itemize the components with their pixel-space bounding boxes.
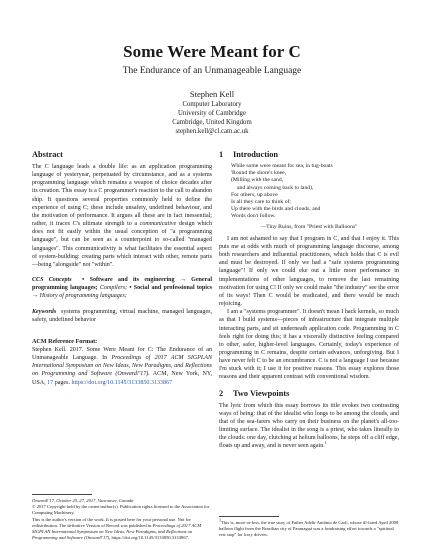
ccs-label: CCS Concepts	[32, 277, 72, 284]
footnote-rule	[219, 516, 279, 517]
footnote-number: 1	[219, 517, 221, 523]
footnote-marker[interactable]: 1	[324, 440, 327, 446]
acm-ref-part: pages.	[54, 379, 70, 386]
affiliation-line: Computer Laboratory	[182, 101, 242, 108]
keywords-text: systems programming, virtual machine, managed languages, safety, undefined behavior	[32, 308, 212, 323]
ccs-part: History of programming languages;	[39, 293, 127, 300]
abstract-emphasis: communicative	[139, 221, 177, 228]
acm-reference-text	[32, 346, 212, 387]
acm-ref-proceedings: Proceedings of 2017 ACM SIGPLAN International Symposium on New Ideas, New Paradigms, and Reflections on Programming and Software (Onward!'17).	[32, 355, 212, 378]
venue-line: Onward!'17, October 25–27, 2017, Vancouver, Canada	[32, 498, 134, 503]
abstract-text-part: design which does not fit easily within the usual conception of "a programming language", but can be seen as a counterpoint to so-called "managed languages". This communicativity is what facilitates the essential aspect of system-building: creating parts which interact with other, remote parts—being "alongside" not "within".	[32, 221, 213, 268]
footnote-body: This is, more-or-less, the true story of Father Adelir Antônio de Carli, whose ill-fated April 2008 balloon flight from the Brazilian city of Paranaguá was a fundraising effort towards a "spiritual rest stop" for lorry drivers.	[219, 520, 399, 538]
pages-link[interactable]: 17	[47, 379, 54, 386]
affiliation-line: Cambridge, United Kingdom	[172, 118, 252, 126]
viewpoints-paragraph	[219, 402, 399, 451]
keywords-label: Keywords	[32, 308, 57, 315]
left-column	[32, 150, 212, 387]
epigraph-poem	[231, 163, 399, 221]
ccs-part: Compilers;	[99, 285, 128, 292]
abstract-text-part: The C language leads a double life: as an application programming language of yesteryear, perpetuated by circumstance, and as a systems programming language which remains a weapon of choice decades after its creation. This essay is a C programmer's reaction to the call to abandon ship. It questions several properties commonly held to define the experience of using C; these include unsafety, undefined behaviour, and the motivation of performance. It argues all these are in fact inessential; rather, it traces C's ultimate strength to a	[32, 164, 212, 228]
section-number: 2	[219, 388, 224, 398]
copyright-footnote	[32, 494, 212, 541]
right-column	[219, 150, 399, 451]
poem-line: Words don't follow.	[231, 213, 276, 220]
section-number: 1	[219, 150, 224, 159]
version-doi[interactable]: https://doi.org/10.1145/3133850.3133867.	[111, 535, 190, 541]
epigraph-attribution: —Tiny Ruins, from "Priest with Balloons"	[260, 223, 358, 230]
ccs-concepts	[32, 276, 212, 300]
ccs-part: • Social and professional topics →	[32, 285, 212, 300]
keywords	[32, 308, 212, 324]
author-name: Stephen Kell	[189, 89, 235, 99]
paper-subtitle: The Endurance of an Unmanageable Language	[122, 66, 302, 76]
footnote-1	[219, 516, 399, 539]
intro-paragraph: I am not ashamed to say that I program in C, and that I enjoy it. This puts me at odds with much of programming language discourse, among both researchers and influential practitioners, which holds that C is evil and must be destroyed. If only we had a "safe systems programming language"! If only we could eke out a little more performance in implementations of other languages, to remove the last remaining motivation for using C! If only we could make "the industry" see the error of its ways! Then C would be eradicated, and there would be much rejoicing.	[219, 235, 399, 308]
copyright-line: © 2017 Copyright held by the owner/author(s). Publication rights licensed to the Association for Computing Machinery.	[32, 504, 210, 516]
doi-link[interactable]: https://doi.org/10.1145/3133850.3133867	[71, 379, 173, 386]
poem-line: Is all they care to think of;	[231, 199, 292, 206]
poem-line: While some were meant for sea, in tug-boats	[231, 163, 333, 169]
ccs-part: • Software and its engineering → General programming languages;	[32, 277, 212, 292]
section-title: Two Viewpoints	[233, 388, 290, 398]
abstract-heading: Abstract	[32, 150, 63, 159]
intro-paragraph: I am a "systems programmer". It doesn't mean I hack kernels, so much as that I build systems—pieces of infrastructure that integrate multiple interacting parts, and sit underneath application code. Programming in C feels right for doing this; it has a viscerally distinctive feeling compared to other, safer, higher-level languages. Certainly, today's experience of programming in C remains, despite certain advances, unforgiving. But I have never felt C to be an encumbrance. C is not a language I use because I'm stuck with it; I use it for positive reasons. This essay explores those reasons and their apparent contrast with conventional wisdom.	[219, 309, 399, 381]
acm-reference-heading: ACM Reference Format:	[32, 338, 98, 345]
poem-line: and always coming back to land),	[237, 184, 314, 191]
abstract-text	[32, 163, 212, 269]
author-email[interactable]: stephen.kell@cl.cam.ac.uk	[175, 127, 249, 135]
section-heading-two-viewpoints	[219, 389, 399, 399]
poem-line: 'Round the shore's knee,	[231, 170, 287, 177]
version-line	[32, 517, 212, 542]
acm-ref-part: ACM, New York, NY, USA,	[32, 371, 212, 386]
poem-line: For others, up above	[231, 191, 278, 198]
paper-title: Some Were Meant for C	[123, 42, 301, 61]
poem-line: Up there with the birds and clouds, and	[231, 206, 321, 213]
section-heading-introduction	[219, 150, 399, 160]
acm-ref-part: Stephen Kell. 2017. Some Were Meant for C: The Endurance of an Unmanageable Language. In	[32, 346, 212, 362]
author-affiliation	[0, 101, 424, 137]
affiliation-line: University of Cambridge	[178, 109, 246, 117]
version-part: This is the author's version of the work. It is posted here for your personal use. Not for redistribution. The definitive Version of Record was published in	[32, 516, 191, 528]
section-title: Introduction	[233, 150, 279, 159]
viewpoints-text: The lyric from which this essay borrows its title evokes two contrasting ways of being: that of the idealist who longs to be among the clouds, and that of the sea-farers who carry on their business on the planet's all-too-limiting surface. The idealist in the song is a priest, who takes literally to the clouds: one day, clutching at helium balloons, he steps off a cliff edge, floats up and away, and is never seen again.	[219, 402, 399, 450]
footnote-text	[219, 517, 399, 539]
version-proceedings: Proceedings of 2017 ACM SIGPLAN International Symposium on New Ideas, New Paradigms, and Reflections on Programming and Software (Onward!'17),	[32, 522, 202, 541]
poem-line: (Milling with the sand,	[231, 177, 284, 184]
footnote-rule	[32, 494, 92, 495]
